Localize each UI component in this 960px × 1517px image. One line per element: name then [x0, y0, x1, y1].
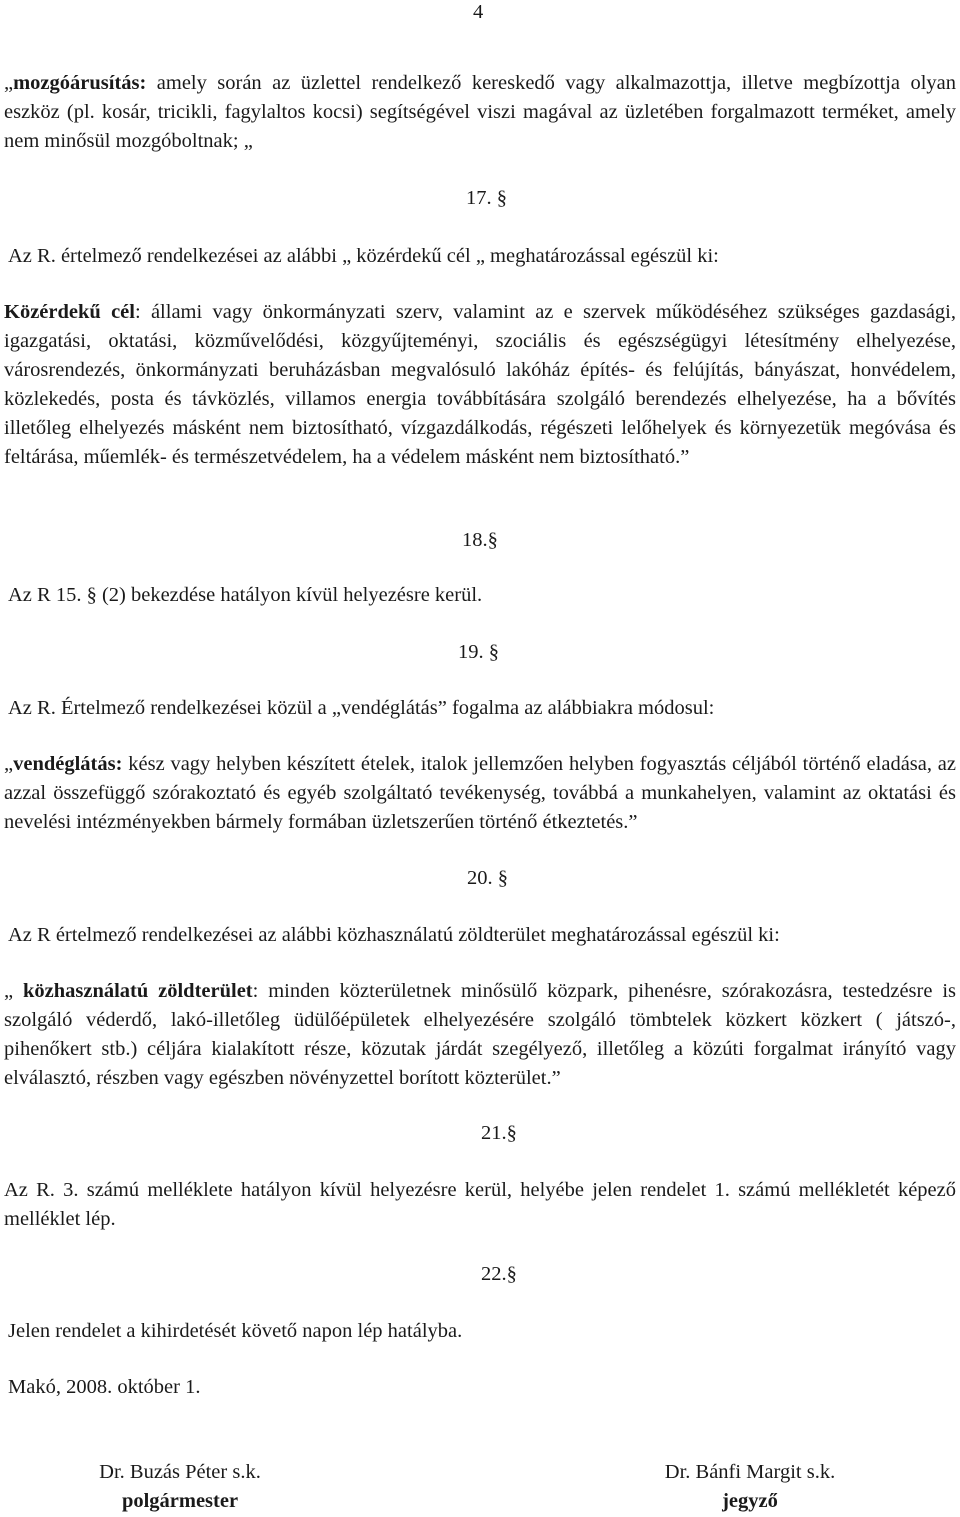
definition-kozerdeku-cel	[4, 298, 956, 472]
signer-name: Dr. Buzás Péter s.k.	[99, 1461, 261, 1483]
section-symbol: §	[497, 867, 508, 889]
section-symbol: §	[487, 529, 498, 551]
definition-text: amely során az üzlettel rendelkező kereskedő vagy alkalmazottja, illetve megbízottja olyan eszköz (pl. kosár, tricikli, fagylaltos kocsi) segítségével viszi magával az üzletében forgalmazott terméket, amely nem minősül mozgóboltnak; „	[4, 72, 956, 152]
definition-mozgoarusitas	[4, 69, 956, 156]
section-18-text-a: Az R 15.	[8, 584, 82, 606]
section-symbol: §	[506, 1122, 517, 1144]
section-21-text: Az R. 3. számú melléklete hatályon kívül helyezésre kerül, helyébe jelen rendelet 1. számú mellékletét képező melléklet lép.	[4, 1179, 956, 1230]
term-kozerdeku-cel: Közérdekű cél	[4, 301, 135, 323]
term-kozhasznalatu-zoldterulet: közhasználatú zöldterület	[22, 980, 253, 1002]
definition-text: kész vagy helyben készített ételek, italok jellemzően helyben fogyasztás céljából történő eladása, az azzal összefüggő szórakoztató és egyéb szolgáltató tevékenység, továbbá a munkahelyen, valamint az oktatási és nevelési intézményekben bármely formában üzletszerűen történő étkeztetés.”	[4, 753, 956, 833]
section-21-heading	[481, 1119, 517, 1148]
section-17-intro: Az R. értelmező rendelkezései az alábbi „ közérdekű cél „ meghatározással egészül ki:	[8, 245, 719, 267]
section-number: 20.	[467, 867, 493, 889]
section-number: 18.	[462, 529, 488, 551]
signature-left	[70, 1458, 290, 1516]
open-quote: „	[4, 980, 23, 1002]
definition-text: : minden közterületnek minősülő közpark, pihenésre, szórakozásra, testedzésre is szolgáló véderdő, lakó-illetőleg üdülőépületek elhelyezésére szolgáló tömbtelek közkert közkert ( játszó-, pihenőkert stb.) céljára kialakított része, közutak járdát szegélyező, illetőleg a közúti forgalmat irányító vagy elválasztó, részben vagy egészben növényzettel borított közterület.”	[4, 980, 957, 1089]
section-20-heading	[467, 864, 508, 893]
section-symbol: §	[488, 641, 499, 663]
definition-vendeglatas	[4, 750, 956, 837]
term-vendeglatas: vendéglátás:	[13, 753, 123, 775]
definition-text: : állami vagy önkormányzati szerv, valamint az e szervek működéséhez szükséges gazdasági, igazgatási, oktatási, közművelődési, közgyűjteményi, szociális és egészségügyi létesítmény elhelyezése, városrendezés, önkormányzati beruházásban megvalósuló lakóház építés- és felújítás, bányászat, honvédelem, közlekedés, posta és távközlés, villamos energia továbbítására szolgáló berendezés elhelyezése, ha a bővítés illetőleg elhelyezés másként nem biztosítható, vízgazdálkodás, régészeti lelőhelyek és környezetük megóvása és feltárása, műemlék- és természetvédelem, ha a védelem másként nem biztosítható.”	[4, 301, 956, 468]
section-symbol: §	[506, 1263, 517, 1285]
section-18-text	[8, 581, 482, 610]
section-number: 19.	[458, 641, 484, 663]
page-number: 4	[473, 1, 484, 23]
section-19-heading	[458, 638, 499, 667]
section-symbol: §	[496, 187, 507, 209]
section-22-heading	[481, 1260, 517, 1289]
section-symbol: §	[86, 584, 97, 606]
open-quote: „	[4, 753, 14, 775]
signer-title: jegyző	[722, 1490, 778, 1512]
section-17-heading	[466, 184, 507, 213]
section-20-intro: Az R értelmező rendelkezései az alábbi közhasználatú zöldterület meghatározással egészül ki:	[8, 924, 780, 946]
section-22-text: Jelen rendelet a kihirdetését követő napon lép hatályba.	[8, 1320, 463, 1342]
open-quote: „	[4, 72, 14, 94]
section-number: 21.	[481, 1122, 507, 1144]
section-19-intro: Az R. Értelmező rendelkezései közül a „vendéglátás” fogalma az alábbiakra módosul:	[8, 697, 715, 719]
section-18-heading	[462, 526, 498, 555]
signer-title: polgármester	[121, 1490, 239, 1512]
signer-name: Dr. Bánfi Margit s.k.	[664, 1461, 836, 1483]
place-and-date: Makó, 2008. október 1.	[8, 1376, 201, 1398]
definition-kozhasznalatu-zoldterulet	[4, 977, 956, 1093]
term-mozgoarusitas: mozgóárusítás:	[13, 72, 147, 94]
section-number: 22.	[481, 1263, 507, 1285]
section-number: 17.	[466, 187, 492, 209]
section-18-text-b: (2) bekezdése hatályon kívül helyezésre kerül.	[96, 584, 483, 606]
signature-right	[630, 1458, 870, 1516]
